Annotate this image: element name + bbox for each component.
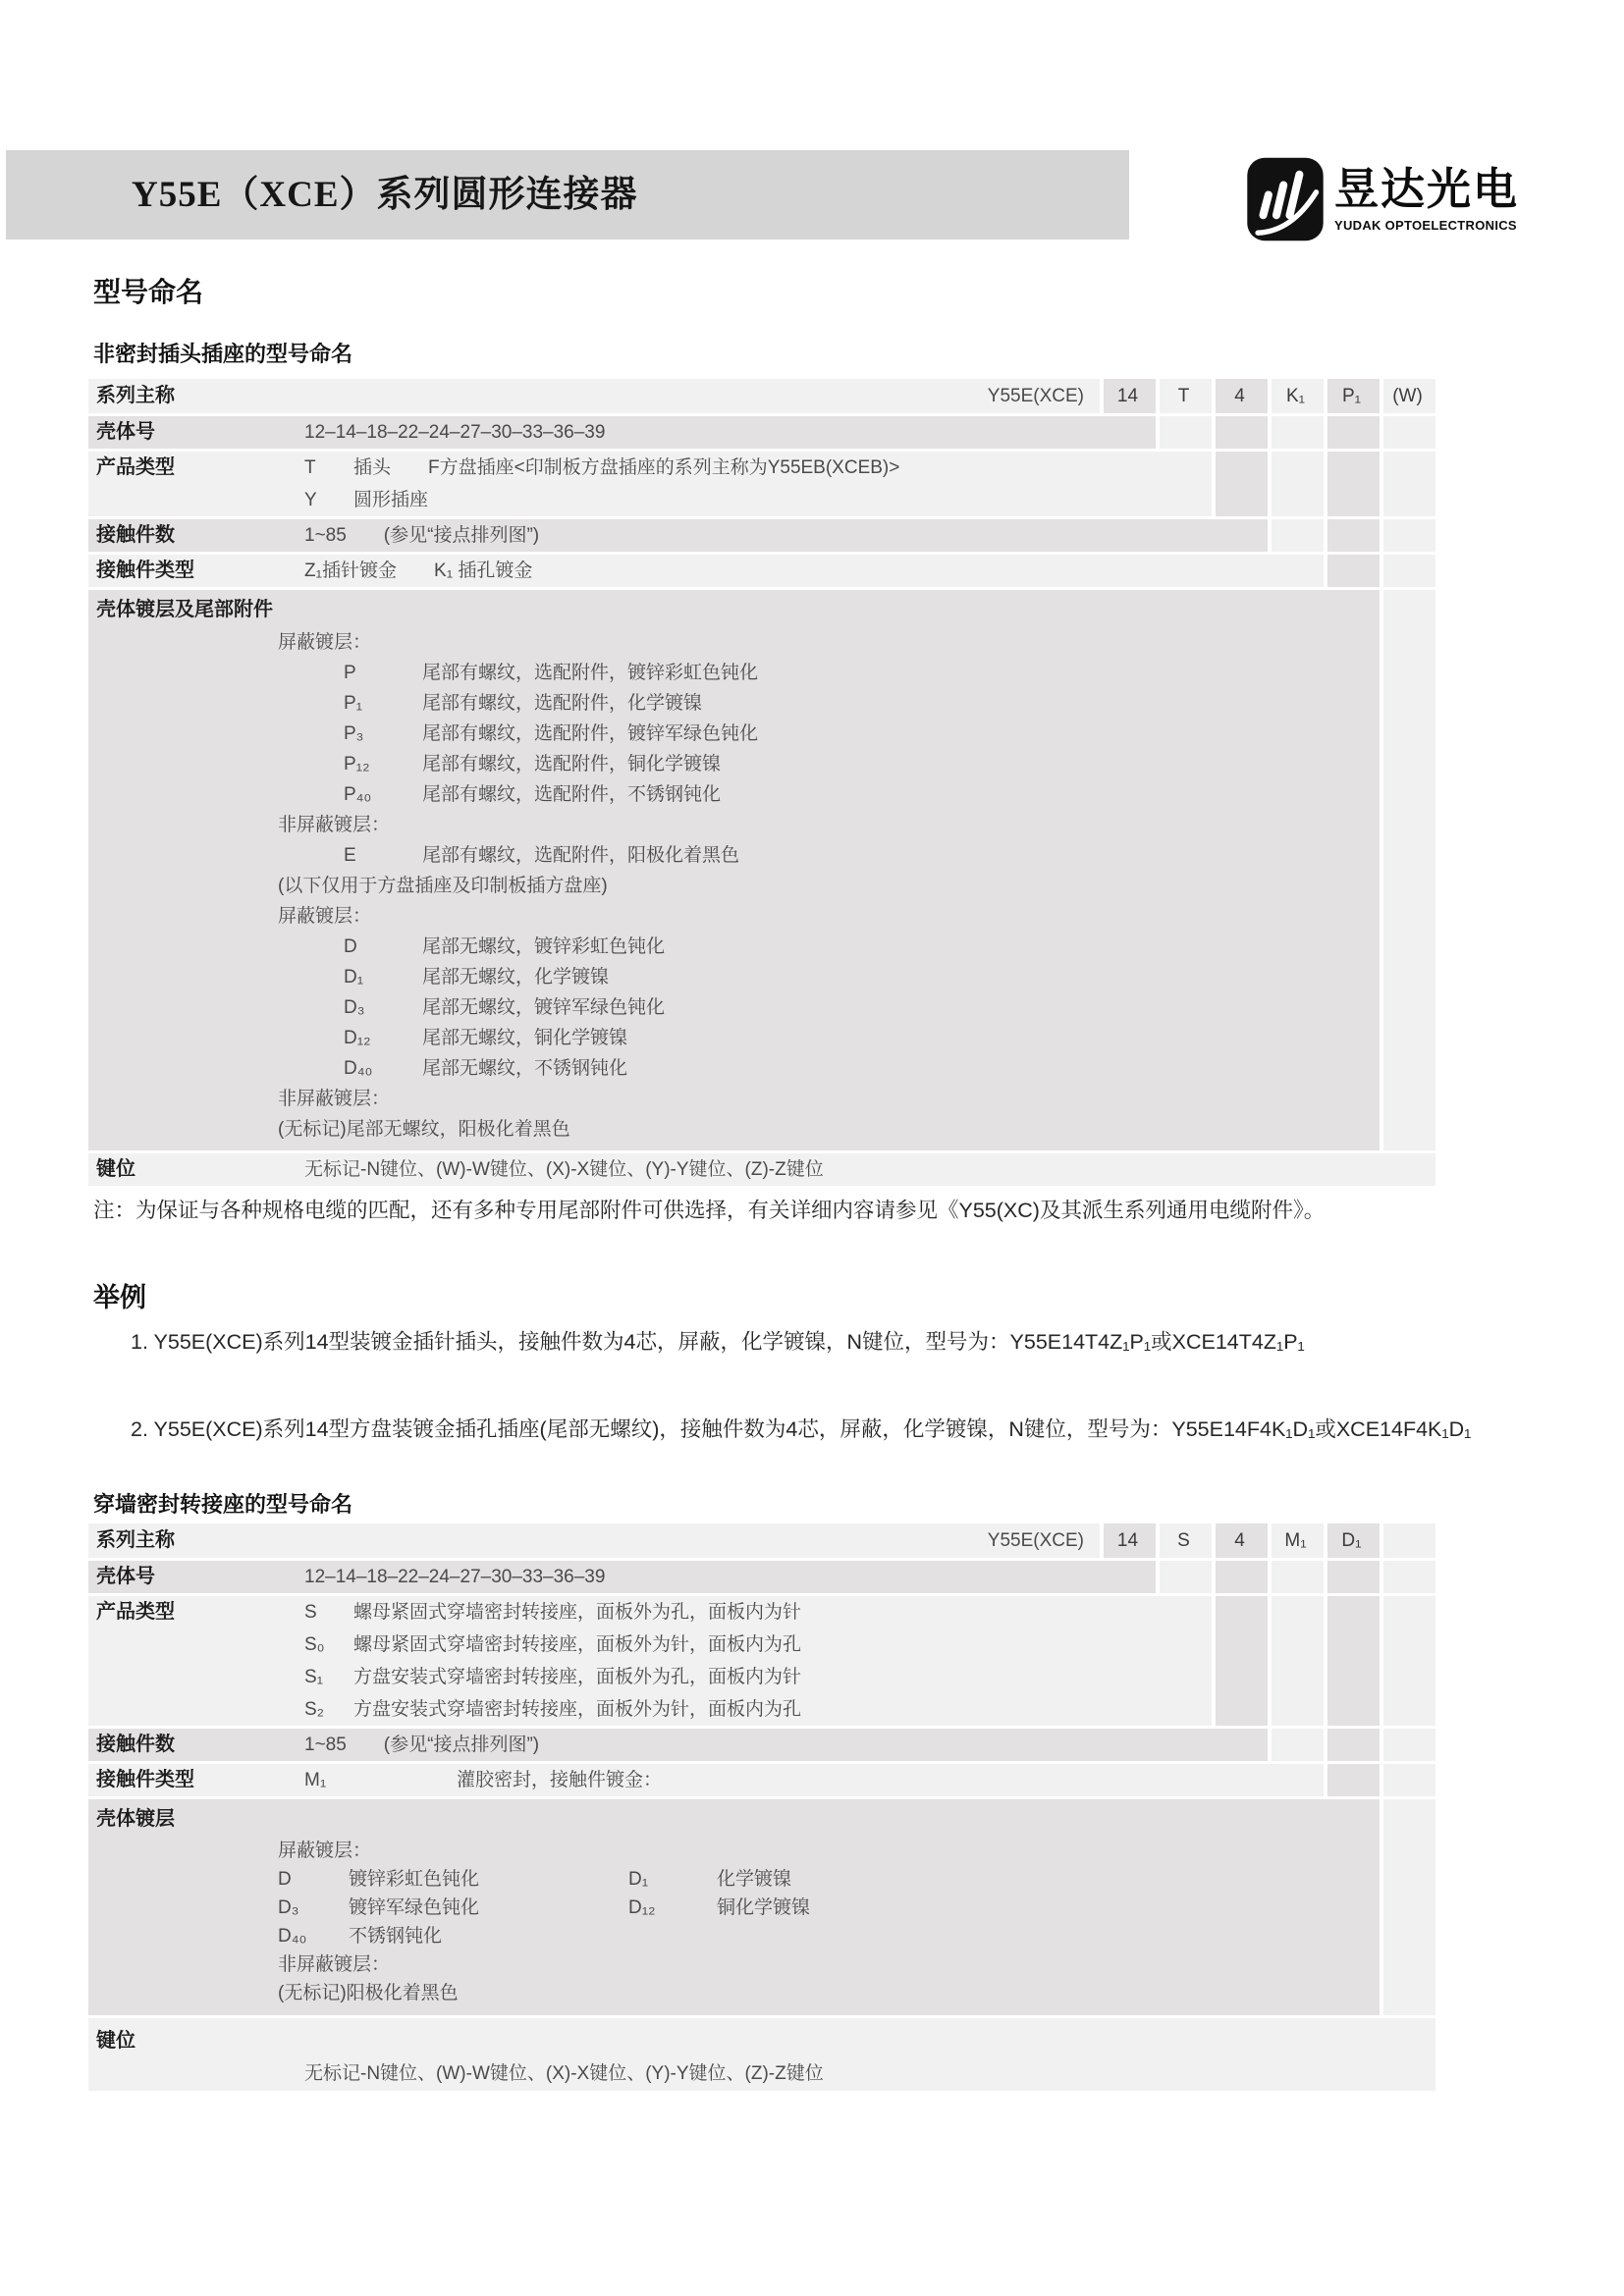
plating-item-desc: 化学镀镍 (717, 1869, 792, 1890)
plating-item-code: D₄₀ (344, 1058, 373, 1079)
example-item-1: 1. Y55E(XCE)系列14型装镀金插针插头，接触件数为4芯，屏蔽，化学镀镍，N键位，型号为：Y55E14T4Z₁P₁或XCE14T4Z₁P₁ (131, 1330, 1305, 1354)
plating-item (88, 962, 1100, 992)
stripe-cell (1156, 1729, 1212, 1761)
stripe-cell (1324, 1764, 1380, 1796)
row-keying (88, 1153, 1435, 1186)
product-code: Y (304, 490, 317, 510)
stripe-cell (1268, 590, 1324, 1150)
stripe-cell (1380, 519, 1435, 552)
series-label: 系列主称 (88, 1523, 211, 1558)
product-code: S₀ (304, 1634, 325, 1655)
row-shell (88, 1561, 1435, 1593)
stripe-cell (1268, 2018, 1324, 2091)
logo-company-name: 昱达光电 (1334, 163, 1520, 214)
row-product-type (88, 452, 1435, 516)
row-contact-type (88, 1764, 1435, 1796)
code-cell-product: S (1156, 1523, 1212, 1558)
plating-item-desc: 铜化学镀镍 (717, 1897, 811, 1918)
stripe-cell (1212, 1561, 1268, 1593)
section-title: 型号命名 (93, 277, 204, 307)
code-cell-product: T (1156, 379, 1212, 413)
product-type-label: 产品类型 (88, 452, 211, 516)
stripe-cell (1324, 1561, 1380, 1593)
keying-content (88, 2018, 1100, 2091)
subsection-title-unsealed: 非密封插头插座的型号命名 (93, 342, 353, 366)
contact-count-label: 接触件数 (88, 519, 211, 552)
contact-count-value: 1~85 (参见“接点排列图”) (211, 1729, 1100, 1761)
stripe-cell (1268, 519, 1324, 552)
series-value: Y55E(XCE) (211, 1523, 1100, 1558)
stripe-cell (1212, 2018, 1268, 2091)
header-bar (6, 150, 1129, 240)
plating-item-code: P (344, 663, 356, 683)
stripe-cell (1156, 590, 1212, 1150)
stripe-cell (1324, 519, 1380, 552)
stripe-cell (1100, 1153, 1156, 1186)
stripe-cell (1156, 416, 1212, 449)
note-text: 注：为保证与各种规格电缆的匹配，还有多种专用尾部附件可供选择，有关详细内容请参见《Y55(XC)及其派生系列通用电缆附件》。 (93, 1199, 1326, 1222)
product-code: S₁ (304, 1667, 324, 1687)
plating-item-code: D₁ (628, 1869, 649, 1890)
contact-type-label: 接触件类型 (88, 555, 211, 587)
stripe-cell (1380, 1799, 1435, 2015)
plating-item (88, 749, 1100, 779)
plating-item-code: D₄₀ (278, 1926, 307, 1947)
product-type-item (304, 1629, 1100, 1661)
naming-table-unsealed (88, 379, 1435, 1189)
stripe-cell (1212, 1729, 1268, 1761)
product-type-content (211, 452, 1100, 516)
stripe-cell (1100, 519, 1156, 552)
stripe-cell (1324, 452, 1380, 516)
stripe-cell (1100, 2018, 1156, 2091)
shell-label: 壳体号 (88, 416, 211, 449)
series-value: Y55E(XCE) (211, 379, 1100, 413)
stripe-cell (1100, 1764, 1156, 1796)
plating-item-desc: 尾部无螺纹，镀锌彩虹色钝化 (422, 936, 666, 957)
shell-value: 12–14–18–22–24–27–30–33–36–39 (211, 416, 1100, 449)
product-type-item (304, 484, 1100, 516)
stripe-cell (1100, 1729, 1156, 1761)
plating-item-code: D₃ (278, 1897, 299, 1918)
code-cell-shell: 14 (1100, 1523, 1156, 1558)
row-keying (88, 2018, 1435, 2091)
stripe-cell (1380, 1561, 1435, 1593)
keying-label: 键位 (96, 2030, 135, 2052)
plating-item (88, 658, 1100, 688)
code-cell-count: 4 (1212, 1523, 1268, 1558)
row-contact-count (88, 519, 1435, 552)
stripe-cell (1156, 1799, 1212, 2015)
row-plating (88, 1799, 1435, 2015)
product-desc: 圆形插座 (353, 490, 429, 510)
stripe-cell (1212, 452, 1268, 516)
product-code: S₂ (304, 1699, 325, 1720)
plating-item (88, 779, 1100, 810)
plating-item-pair (88, 1922, 1100, 1950)
keying-value: 无标记-N键位、(W)-W键位、(X)-X键位、(Y)-Y键位、(Z)-Z键位 (304, 2063, 824, 2084)
plating-item-desc: 尾部无螺纹，铜化学镀镍 (422, 1028, 628, 1048)
plating-heading: 屏蔽镀层： (278, 1841, 372, 1861)
stripe-cell (1380, 416, 1435, 449)
plating-heading: 屏蔽镀层： (278, 906, 372, 927)
contact-type-value: Z₁插针镀金 K₁ 插孔镀金 (211, 555, 1100, 587)
plating-item (88, 719, 1100, 749)
stripe-cell (1100, 1561, 1156, 1593)
stripe-cell (1156, 519, 1212, 552)
plating-item-desc: 尾部有螺纹，选配附件，阳极化着黑色 (422, 845, 740, 866)
stripe-cell (1268, 416, 1324, 449)
stripe-cell (1324, 555, 1380, 587)
row-product-type (88, 1596, 1435, 1726)
stripe-cell (1212, 1153, 1268, 1186)
stripe-cell (1324, 1729, 1380, 1761)
stripe-cell (1100, 1596, 1156, 1726)
examples-title: 举例 (93, 1283, 146, 1312)
plating-item-desc: 尾部无螺纹，镀锌军绿色钝化 (422, 997, 666, 1018)
stripe-cell (1380, 1764, 1435, 1796)
plating-item-code: P₄₀ (344, 784, 372, 805)
stripe-cell (1380, 1596, 1435, 1726)
plating-item (88, 1023, 1100, 1053)
shell-label: 壳体号 (88, 1561, 211, 1593)
product-type-item (304, 452, 1100, 484)
stripe-cell (1268, 1596, 1324, 1726)
plating-item-code: D (278, 1869, 292, 1890)
stripe-cell (1380, 2018, 1435, 2091)
series-label: 系列主称 (88, 379, 211, 413)
plating-item (88, 932, 1100, 962)
plating-item (88, 688, 1100, 719)
plating-item-desc: 不锈钢钝化 (349, 1926, 443, 1947)
plating-item-pair (88, 1865, 1100, 1894)
plating-item-desc: 尾部无螺纹，不锈钢钝化 (422, 1058, 628, 1079)
plating-item (88, 840, 1100, 871)
row-shell (88, 416, 1435, 449)
stripe-cell (1212, 1596, 1268, 1726)
plating-label: 壳体镀层 (96, 1808, 175, 1830)
row-plating (88, 590, 1435, 1150)
code-cell-plating: P₁ (1324, 379, 1380, 413)
plating-content (88, 1799, 1100, 2015)
yudak-logo-icon (1245, 155, 1326, 243)
keying-value: 无标记-N键位、(W)-W键位、(X)-X键位、(Y)-Y键位、(Z)-Z键位 (211, 1153, 1100, 1186)
contact-count-value: 1~85 (参见“接点排列图”) (211, 519, 1100, 552)
contact-type-code: M₁ (304, 1770, 327, 1790)
plating-item-code: D₁₂ (344, 1028, 371, 1048)
product-desc: 螺母紧固式穿墙密封转接座，面板外为针，面板内为孔 (353, 1634, 802, 1655)
example-item-2: 2. Y55E(XCE)系列14型方盘装镀金插孔插座(尾部无螺纹)，接触件数为4芯，屏蔽，化学镀镍，N键位，型号为：Y55E14F4K₁D₁或XCE14F4K₁D₁ (131, 1417, 1472, 1441)
product-code: T (304, 457, 316, 478)
plating-item-desc: 镀锌军绿色钝化 (349, 1897, 480, 1918)
stripe-cell (1156, 452, 1212, 516)
product-code: S (304, 1602, 317, 1623)
plating-item-desc: 尾部无螺纹，化学镀镍 (422, 967, 610, 988)
plating-content (88, 590, 1100, 1150)
product-type-item (304, 1596, 1100, 1629)
contact-count-label: 接触件数 (88, 1729, 211, 1761)
plating-item-code: D (344, 936, 357, 957)
plating-item-pair (88, 1894, 1100, 1922)
product-desc: 方盘安装式穿墙密封转接座，面板外为孔，面板内为针 (353, 1667, 802, 1687)
plating-heading: 非屏蔽镀层： (278, 815, 391, 835)
plating-note: (以下仅用于方盘插座及印制板插方盘座) (278, 876, 608, 896)
code-cell-keying: (W) (1380, 379, 1435, 413)
code-cell-type: M₁ (1268, 1523, 1324, 1558)
plating-item-code: D₃ (344, 997, 365, 1018)
stripe-cell (1380, 555, 1435, 587)
product-type-item (304, 1661, 1100, 1693)
plating-heading: 非屏蔽镀层： (278, 1954, 391, 1975)
stripe-cell (1268, 1729, 1324, 1761)
stripe-cell (1380, 1153, 1435, 1186)
product-desc: 方盘安装式穿墙密封转接座，面板外为针，面板内为孔 (353, 1699, 802, 1720)
contact-type-label: 接触件类型 (88, 1764, 211, 1796)
stripe-cell (1268, 452, 1324, 516)
code-cell-keying (1380, 1523, 1435, 1558)
code-cell-shell: 14 (1100, 379, 1156, 413)
plating-item-desc: 尾部有螺纹，选配附件，化学镀镍 (422, 693, 703, 714)
row-series (88, 1523, 1435, 1558)
stripe-cell (1324, 1799, 1380, 2015)
subsection-title-feedthrough: 穿墙密封转接座的型号命名 (93, 1492, 353, 1517)
product-desc: 螺母紧固式穿墙密封转接座，面板外为孔，面板内为针 (353, 1602, 802, 1623)
plating-note: (无标记)尾部无螺纹，阳极化着黑色 (278, 1119, 570, 1140)
stripe-cell (1212, 555, 1268, 587)
stripe-cell (1156, 1596, 1212, 1726)
stripe-cell (1156, 2018, 1212, 2091)
contact-type-desc: 灌胶密封，接触件镀金： (457, 1770, 663, 1790)
stripe-cell (1324, 1153, 1380, 1186)
row-series (88, 379, 1435, 413)
plating-item-desc: 尾部有螺纹，选配附件，镀锌军绿色钝化 (422, 723, 759, 744)
stripe-cell (1156, 1153, 1212, 1186)
plating-note: (无标记)阳极化着黑色 (278, 1983, 459, 2003)
stripe-cell (1324, 2018, 1380, 2091)
plating-heading: 屏蔽镀层： (278, 632, 372, 653)
logo-company-subtitle: YUDAK OPTOELECTRONICS (1334, 217, 1517, 233)
stripe-cell (1324, 416, 1380, 449)
plating-item-code: P₁ (344, 693, 363, 714)
plating-item-desc: 尾部有螺纹，选配附件，不锈钢钝化 (422, 784, 722, 805)
naming-table-feedthrough (88, 1523, 1435, 2094)
plating-item-desc: 尾部有螺纹，选配附件，镀锌彩虹色钝化 (422, 663, 759, 683)
plating-item-code: P₃ (344, 723, 364, 744)
plating-item-code: E (344, 845, 356, 866)
stripe-cell (1380, 452, 1435, 516)
stripe-cell (1212, 590, 1268, 1150)
contact-type-content (211, 1764, 1100, 1796)
code-cell-plating: D₁ (1324, 1523, 1380, 1558)
stripe-cell (1156, 1764, 1212, 1796)
stripe-cell (1100, 1799, 1156, 2015)
company-logo (1245, 155, 1519, 243)
shell-value: 12–14–18–22–24–27–30–33–36–39 (211, 1561, 1100, 1593)
plating-item (88, 992, 1100, 1023)
stripe-cell (1268, 1561, 1324, 1593)
stripe-cell (1324, 1596, 1380, 1726)
logo-text-block (1334, 163, 1520, 233)
row-contact-type (88, 555, 1435, 587)
row-contact-count (88, 1729, 1435, 1761)
stripe-cell (1156, 555, 1212, 587)
stripe-cell (1380, 1729, 1435, 1761)
code-cell-count: 4 (1212, 379, 1268, 413)
stripe-cell (1100, 416, 1156, 449)
stripe-cell (1268, 1153, 1324, 1186)
code-cell-type: K₁ (1268, 379, 1324, 413)
keying-label: 键位 (88, 1153, 211, 1186)
plating-item-desc: 镀锌彩虹色钝化 (349, 1869, 480, 1890)
stripe-cell (1100, 590, 1156, 1150)
stripe-cell (1212, 1764, 1268, 1796)
stripe-cell (1268, 1764, 1324, 1796)
plating-heading: 非屏蔽镀层： (278, 1089, 391, 1109)
stripe-cell (1380, 590, 1435, 1150)
stripe-cell (1268, 555, 1324, 587)
product-type-item (304, 1693, 1100, 1726)
plating-item-code (628, 1922, 717, 1950)
stripe-cell (1100, 555, 1156, 587)
stripe-cell (1324, 590, 1380, 1150)
plating-item-code: D₁ (344, 967, 364, 988)
plating-item (88, 1053, 1100, 1084)
page-title: Y55E（XCE）系列圆形连接器 (132, 175, 638, 215)
plating-label: 壳体镀层及尾部附件 (96, 599, 273, 620)
stripe-cell (1268, 1799, 1324, 2015)
plating-item-code: D₁₂ (628, 1897, 656, 1918)
product-type-label: 产品类型 (88, 1596, 211, 1726)
plating-item-desc: 尾部有螺纹，选配附件，铜化学镀镍 (422, 754, 722, 774)
stripe-cell (1156, 1561, 1212, 1593)
stripe-cell (1212, 1799, 1268, 2015)
stripe-cell (1212, 416, 1268, 449)
plating-item-code: P₁₂ (344, 754, 370, 774)
stripe-cell (1212, 519, 1268, 552)
product-type-content (211, 1596, 1100, 1726)
product-desc: 插头 F方盘插座<印制板方盘插座的系列主称为Y55EB(XCEB)> (353, 457, 900, 478)
stripe-cell (1100, 452, 1156, 516)
